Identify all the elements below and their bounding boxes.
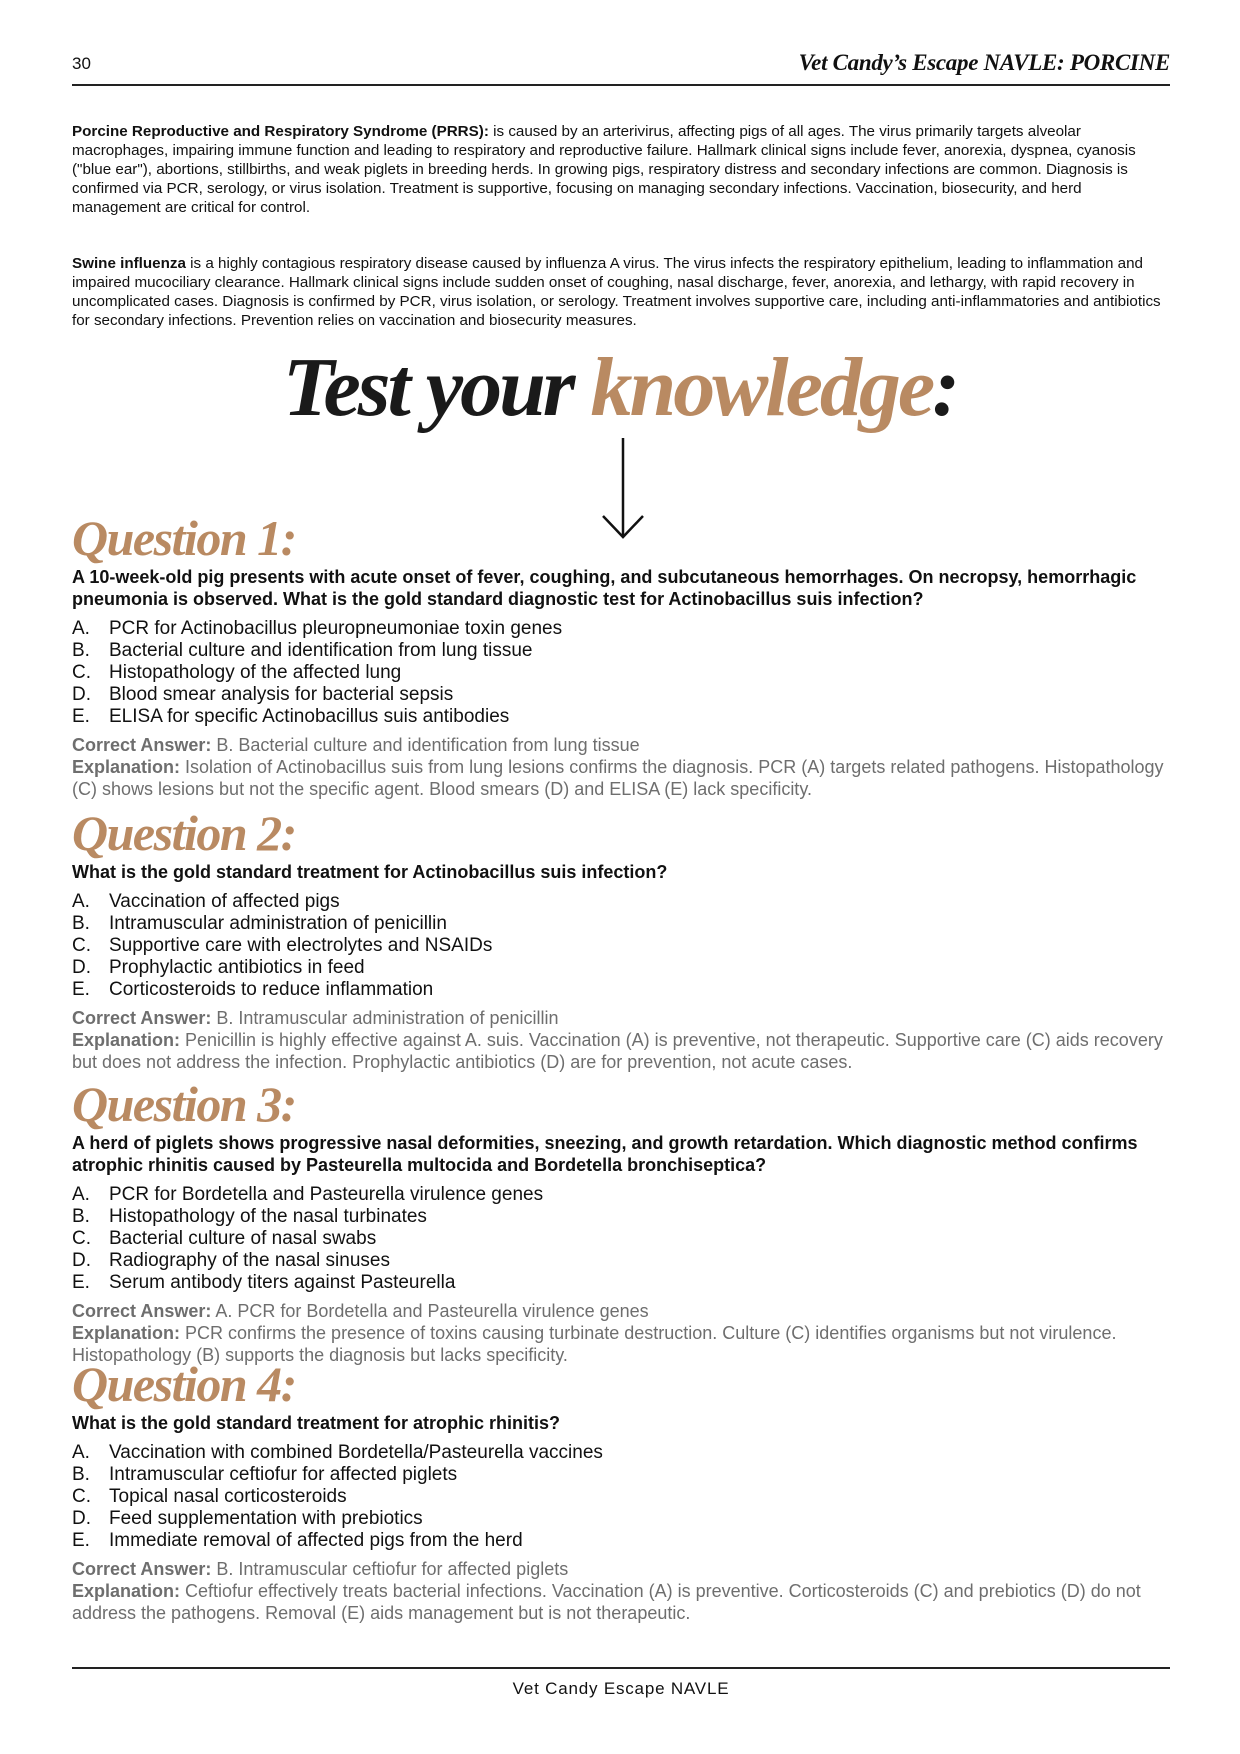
option-letter: B.: [72, 1464, 90, 1485]
option-e: [72, 1272, 1170, 1294]
option-text: PCR for Bordetella and Pasteurella virulence genes: [109, 1184, 544, 1205]
question-text: What is the gold standard treatment for Actinobacillus suis infection?: [72, 862, 668, 882]
option-text: Feed supplementation with prebiotics: [109, 1508, 423, 1529]
option-b: [72, 640, 1170, 662]
option-c: [72, 1486, 1170, 1508]
question-heading: Question 3:: [72, 1076, 296, 1132]
footer-text: Vet Candy Escape NAVLE: [512, 1679, 730, 1698]
option-text: Immediate removal of affected pigs from the herd: [109, 1530, 523, 1551]
explanation-text: Penicillin is highly effective against A. suis. Vaccination (A) is preventive, not therapeutic. Supportive care (C) aids recovery but does not address the infection. Prophylactic antibiotics (D) are for prevention, not acute cases.: [72, 1030, 1163, 1072]
option-d: [72, 1250, 1170, 1272]
option-letter: C.: [72, 1228, 91, 1249]
question-4: [72, 1356, 1170, 1624]
option-text: Topical nasal corticosteroids: [109, 1486, 347, 1507]
page-header: [72, 50, 1170, 86]
intro-term: Porcine Reproductive and Respiratory Syndrome (PRRS):: [72, 123, 489, 140]
option-letter: C.: [72, 1486, 91, 1507]
intro-text: is caused by an arterivirus, affecting pigs of all ages. The virus primarily targets alveolar macrophages, impairing immune function and leading to respiratory and reproductive failure. Hallmark clinical signs include fever, anorexia, dyspnea, cyanosis ("blue ear"), abortions, stillbirths, and weak piglets in breeding herds. In growing pigs, respiratory distress and secondary infections are common. Diagnosis is confirmed via PCR, serology, or virus isolation. Treatment is supportive, focusing on managing secondary infections. Vaccination, biosecurity, and herd management are critical for control.: [72, 123, 1136, 216]
option-letter: A.: [72, 1442, 90, 1463]
correct-answer-text: B. Intramuscular ceftiofur for affected piglets: [211, 1559, 569, 1579]
option-text: Bacterial culture of nasal swabs: [109, 1228, 377, 1249]
option-a: [72, 891, 1170, 913]
option-text: Histopathology of the affected lung: [109, 662, 402, 683]
correct-answer-text: B. Bacterial culture and identification from lung tissue: [211, 735, 640, 755]
options-list: [72, 1442, 1170, 1552]
explanation-text: PCR confirms the presence of toxins causing turbinate destruction. Culture (C) identifies organisms but not virulence. Histopathology (B) supports the diagnosis but lacks specificity.: [72, 1323, 1117, 1365]
option-text: Blood smear analysis for bacterial sepsis: [109, 684, 454, 705]
option-letter: A.: [72, 1184, 90, 1205]
intro-paragraph-swine-influenza: [72, 254, 1170, 330]
option-b: [72, 1206, 1170, 1228]
page-footer: [72, 1667, 1170, 1698]
option-text: Vaccination of affected pigs: [109, 891, 340, 912]
option-d: [72, 957, 1170, 979]
correct-answer-label: Correct Answer:: [72, 1301, 212, 1321]
correct-answer: [72, 1007, 1170, 1029]
option-letter: A.: [72, 618, 90, 639]
option-text: Intramuscular administration of penicillin: [109, 913, 447, 934]
options-list: [72, 891, 1170, 1001]
correct-answer-label: Correct Answer:: [72, 1008, 212, 1028]
option-text: Intramuscular ceftiofur for affected piglets: [109, 1464, 458, 1485]
explanation-text: Isolation of Actinobacillus suis from lung lesions confirms the diagnosis. PCR (A) targets related pathogens. Histopathology (C) shows lesions but not the specific agent. Blood smears (D) and ELISA (E) lack specificity.: [72, 757, 1164, 799]
question-1: [72, 510, 1170, 800]
option-e: [72, 1530, 1170, 1552]
page-number: 30: [72, 54, 91, 73]
option-b: [72, 913, 1170, 935]
explanation: [72, 1580, 1170, 1624]
option-letter: E.: [72, 1272, 90, 1293]
correct-answer-text: B. Intramuscular administration of penicillin: [211, 1008, 559, 1028]
intro-paragraph-prrs: [72, 122, 1170, 217]
explanation-label: Explanation:: [72, 757, 181, 777]
question-heading: Question 1:: [72, 510, 296, 566]
option-text: Histopathology of the nasal turbinates: [109, 1206, 427, 1227]
option-c: [72, 935, 1170, 957]
option-text: Serum antibody titers against Pasteurella: [109, 1272, 456, 1293]
correct-answer-label: Correct Answer:: [72, 1559, 212, 1579]
options-list: [72, 618, 1170, 728]
explanation: [72, 1029, 1170, 1073]
correct-answer-text: A. PCR for Bordetella and Pasteurella virulence genes: [211, 1301, 649, 1321]
question-heading: Question 4:: [72, 1356, 296, 1412]
question-text: A 10-week-old pig presents with acute onset of fever, coughing, and subcutaneous hemorrhages. On necropsy, hemorrhagic pneumonia is observed. What is the gold standard diagnostic test for Actinobacillus suis infection?: [72, 567, 1137, 609]
option-e: [72, 706, 1170, 728]
explanation: [72, 756, 1170, 800]
title-accent: knowledge: [590, 341, 933, 434]
option-letter: A.: [72, 891, 90, 912]
option-b: [72, 1464, 1170, 1486]
option-letter: C.: [72, 662, 91, 683]
option-text: Supportive care with electrolytes and NSAIDs: [109, 935, 493, 956]
option-text: Prophylactic antibiotics in feed: [109, 957, 365, 978]
correct-answer-label: Correct Answer:: [72, 735, 212, 755]
option-text: ELISA for specific Actinobacillus suis antibodies: [109, 706, 510, 727]
option-d: [72, 684, 1170, 706]
intro-term: Swine influenza: [72, 255, 186, 272]
question-heading: Question 2:: [72, 805, 296, 861]
option-text: Bacterial culture and identification from lung tissue: [109, 640, 533, 661]
title-colon: :: [932, 341, 958, 434]
option-a: [72, 1442, 1170, 1464]
question-text: A herd of piglets shows progressive nasal deformities, sneezing, and growth retardation. Which diagnostic method confirms atrophic rhinitis caused by Pasteurella multocida and Bordetella bronchiseptica?: [72, 1133, 1138, 1175]
option-letter: B.: [72, 640, 90, 661]
option-letter: D.: [72, 684, 91, 705]
correct-answer: [72, 1558, 1170, 1580]
explanation-label: Explanation:: [72, 1323, 181, 1343]
option-letter: D.: [72, 957, 91, 978]
correct-answer: [72, 1300, 1170, 1322]
explanation-label: Explanation:: [72, 1030, 181, 1050]
option-c: [72, 1228, 1170, 1250]
question-3: [72, 1076, 1170, 1366]
option-e: [72, 979, 1170, 1001]
option-text: PCR for Actinobacillus pleuropneumoniae toxin genes: [109, 618, 563, 639]
correct-answer: [72, 734, 1170, 756]
option-a: [72, 1184, 1170, 1206]
option-d: [72, 1508, 1170, 1530]
option-letter: B.: [72, 913, 90, 934]
option-text: Vaccination with combined Bordetella/Pasteurella vaccines: [109, 1442, 603, 1463]
test-your-knowledge-title: [0, 338, 1240, 438]
running-title: Vet Candy’s Escape NAVLE: PORCINE: [798, 50, 1170, 75]
intro-text: is a highly contagious respiratory disease caused by influenza A virus. The virus infects the respiratory epithelium, leading to inflammation and impaired mucociliary clearance. Hallmark clinical signs include sudden onset of coughing, nasal discharge, fever, anorexia, and lethargy, with rapid recovery in uncomplicated cases. Diagnosis is confirmed by PCR, virus isolation, or serology. Treatment involves supportive care, including anti-inflammatories and antibiotics for secondary infections. Prevention relies on vaccination and biosecurity measures.: [72, 255, 1161, 329]
option-a: [72, 618, 1170, 640]
option-c: [72, 662, 1170, 684]
option-letter: B.: [72, 1206, 90, 1227]
option-text: Radiography of the nasal sinuses: [109, 1250, 390, 1271]
option-letter: C.: [72, 935, 91, 956]
option-letter: D.: [72, 1250, 91, 1271]
option-letter: D.: [72, 1508, 91, 1529]
question-2: [72, 805, 1170, 1073]
explanation-label: Explanation:: [72, 1581, 181, 1601]
options-list: [72, 1184, 1170, 1294]
option-text: Corticosteroids to reduce inflammation: [109, 979, 434, 1000]
question-text: What is the gold standard treatment for atrophic rhinitis?: [72, 1413, 561, 1433]
option-letter: E.: [72, 979, 90, 1000]
option-letter: E.: [72, 706, 90, 727]
explanation-text: Ceftiofur effectively treats bacterial infections. Vaccination (A) is preventive. Corticosteroids (C) and prebiotics (D) do not address the pathogens. Removal (E) aids management but is not therapeutic.: [72, 1581, 1141, 1623]
option-letter: E.: [72, 1530, 90, 1551]
title-part: Test your: [282, 341, 591, 434]
